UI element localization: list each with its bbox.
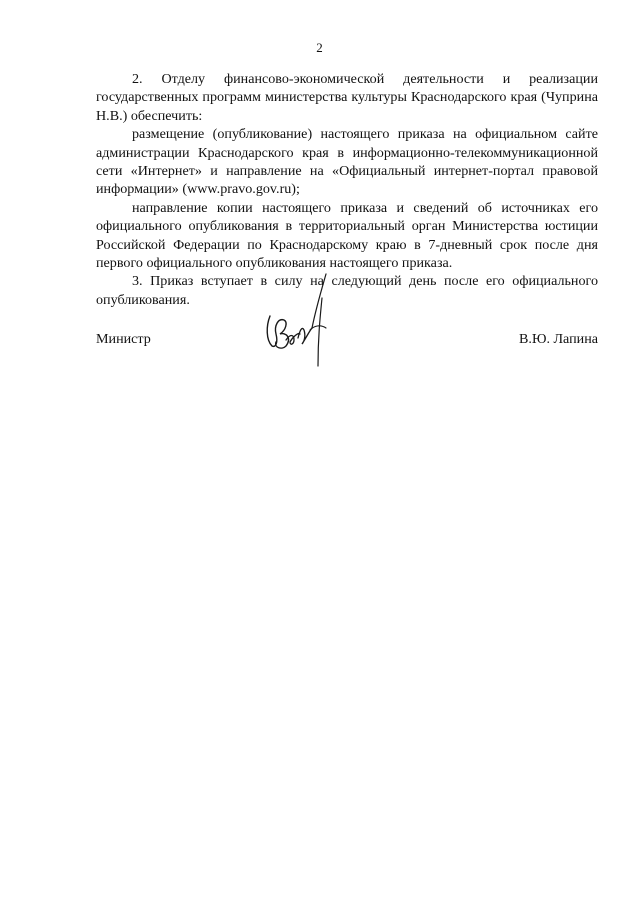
paragraph-item-3: 3. Приказ вступает в силу на следующий день после его официального опубликования. [96,273,598,308]
document-body [96,70,598,309]
page-number: 2 [316,40,323,55]
paragraph-copy-to-ministry-of-justice: направление копии настоящего приказа и сведений об источниках его официального опубликования в территориальный орган Министерства юстиции Российской Федерации по Краснодарскому краю в 7-дневный срок после дня первого официального опубликования настоящего приказа. [96,199,598,272]
paragraph-item-2: 2. Отделу финансово-экономической деятельности и реализации государственных программ министерства культуры Краснодарского края (Чуприна Н.В.) обеспечить: [96,71,598,124]
signatory-title: Министр [96,331,151,347]
signature-block [96,331,598,351]
handwritten-signature [256,268,336,368]
signatory-name: В.Ю. Лапина [519,331,598,347]
paragraph-publication-website: размещение (опубликование) настоящего приказа на официальном сайте администрации Краснодарского края в информационно-телекоммуникационной сети «Интернет» и направление на «Официальный интернет-портал правовой информации» (www.pravo.gov.ru); [96,126,598,198]
